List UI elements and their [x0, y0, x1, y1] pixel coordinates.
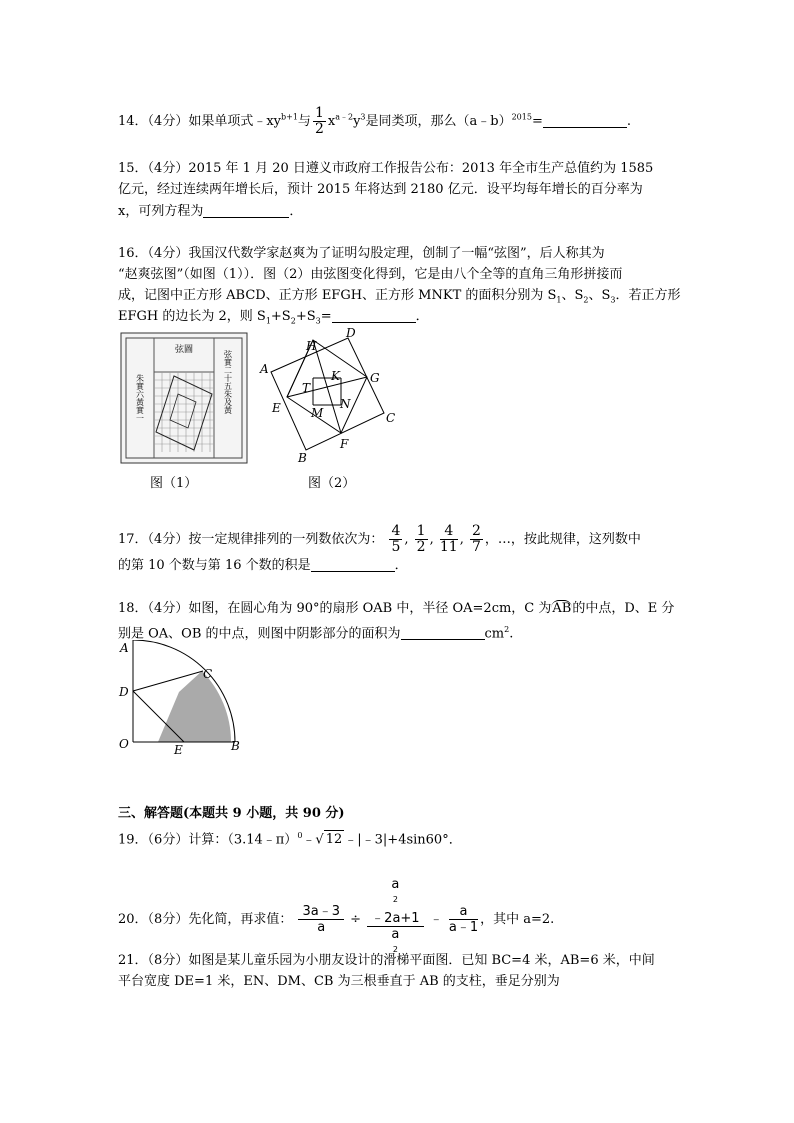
section-heading: 三、解答题(本题共 9 小题，共 90 分) [118, 806, 345, 821]
q15-line2: 亿元，经过连续两年增长后，预计 2015 年将达到 2180 亿元．设平均每年增长的百分率为 [118, 182, 643, 197]
label-B: B [231, 739, 240, 753]
q17-fraction-3: $\frac{4}{11}$ [439, 523, 458, 555]
label-T: T [302, 381, 311, 395]
q14-line: 14．（4分）如果单项式$﹣xy^{b+1}$与 $\frac{1}{2}$ $x^{a﹣2}y^3$是同类项，那么（a﹣b）$^{2015}$= . [118, 105, 631, 137]
q18-line1: 18．（4分）如图，在圆心角为 90°的扇形 OAB 中，半径 OA=2cm，C 为AB的中点，D、E 分 [118, 601, 675, 616]
xiantu-figure-1 [120, 332, 248, 464]
q19-line: 19．（6分）计算：（3.14﹣π）$^0$﹣√ 12 ﹣|﹣3|+4sin60°． [118, 831, 462, 848]
label-D: D [119, 685, 129, 699]
q18-line2: 别是 OA、OB 的中点，则图中阴影部分的面积为 $cm^2$. [118, 625, 514, 642]
q17-fraction-1: $\frac{4}{5}$ [391, 523, 401, 555]
q14-fraction: $\frac{1}{2}$ [314, 105, 324, 137]
q17-fraction-4: $\frac{2}{7}$ [471, 523, 481, 555]
label-H: H [306, 339, 317, 353]
answer-blank[interactable] [311, 557, 395, 572]
q17-line2: 的第 10 个数与第 16 个数的积是 ． [118, 558, 408, 573]
q20-fraction-3: $\frac{a}{a﹣1}$ [448, 903, 479, 935]
answer-blank[interactable] [203, 203, 289, 218]
q21-line2: 平台宽度 DE=1 米，EN、DM、CB 为三根垂直于 AB 的支柱，垂足分别为 [118, 974, 560, 989]
label-E: E [174, 743, 183, 757]
q20-fraction-1: $\frac{3a﹣3}{a}$ [298, 904, 344, 935]
label-M: M [311, 406, 324, 420]
fig1-right-text: 弦實二十五朱及黃 [223, 350, 233, 414]
label-N: N [340, 397, 351, 411]
sqrt-sign: √ [315, 832, 324, 848]
answer-blank[interactable] [401, 625, 485, 640]
sector-figure [114, 640, 248, 758]
label-C: C [203, 667, 213, 681]
q20-line: 20．（8分）先化简，再求值： $\frac{3a﹣3}{a}$ ÷ a $^2$ ﹣2a+1 a $^2$ ﹣ $\frac{a}{a﹣1}$ ，其中 a=2. [118, 877, 554, 962]
label-A: A [260, 362, 269, 376]
label-O: O [119, 737, 129, 751]
fig2-caption: 图（2） [308, 476, 356, 491]
label-E: E [272, 401, 281, 415]
q16-line2: “赵爽弦图”（如图（1））．图（2）由弦图变化得到，它是由八个全等的直角三角形拼接而 [118, 267, 623, 282]
label-D: D [346, 326, 356, 340]
label-A: A [120, 641, 129, 655]
q16-line4: EFGH 的边长为 2，则 $S_1+S_2+S_3=$ ． [118, 309, 429, 326]
q16-line1: 16．（4分）我国汉代数学家赵爽为了证明勾股定理，创制了一幅“弦图”，后人称其为 [118, 246, 605, 261]
label-K: K [331, 369, 340, 383]
label-F: F [340, 437, 349, 451]
q17-fraction-2: $\frac{1}{2}$ [416, 523, 426, 555]
arc-AB: AB [552, 601, 572, 616]
q17-line1: 17．（4分）按一定规律排列的一列数依次为： $\frac{4}{5}$ , $\frac{1}{2}$ , $\frac{4}{11}$ , $\frac{2}{7}$ ，…，按此规律，这列数中 [118, 523, 641, 555]
fig1-left-text: 朱實六黃實一 [135, 374, 145, 422]
fig1-caption: 图（1） [150, 476, 198, 491]
label-G: G [370, 371, 380, 385]
answer-blank[interactable] [332, 308, 416, 323]
label-C: C [386, 411, 396, 425]
xiantu-figure-2 [256, 326, 406, 466]
q15-line1: 15．（4分）2015 年 1 月 20 日遵义市政府工作报告公布：2013 年全市生产总值约为 1585 [118, 161, 654, 176]
answer-blank[interactable] [543, 113, 627, 128]
q21-line1: 21．（8分）如图是某儿童乐园为小朋友设计的滑梯平面图．已知 BC=4 米，AB=6 米，中间 [118, 953, 655, 968]
fig1-title: 弦圖 [174, 345, 194, 355]
q20-fraction-2: a $^2$ ﹣2a+1 a $^2$ [367, 877, 423, 962]
label-B: B [298, 451, 307, 465]
q16-line3: 成，记图中正方形 ABCD、正方形 EFGH、正方形 MNKT 的面积分别为 $S_1$、$S_2$、$S_3$．若正方形 [118, 288, 681, 305]
q15-line3: x，可列方程为 ． [118, 204, 303, 219]
